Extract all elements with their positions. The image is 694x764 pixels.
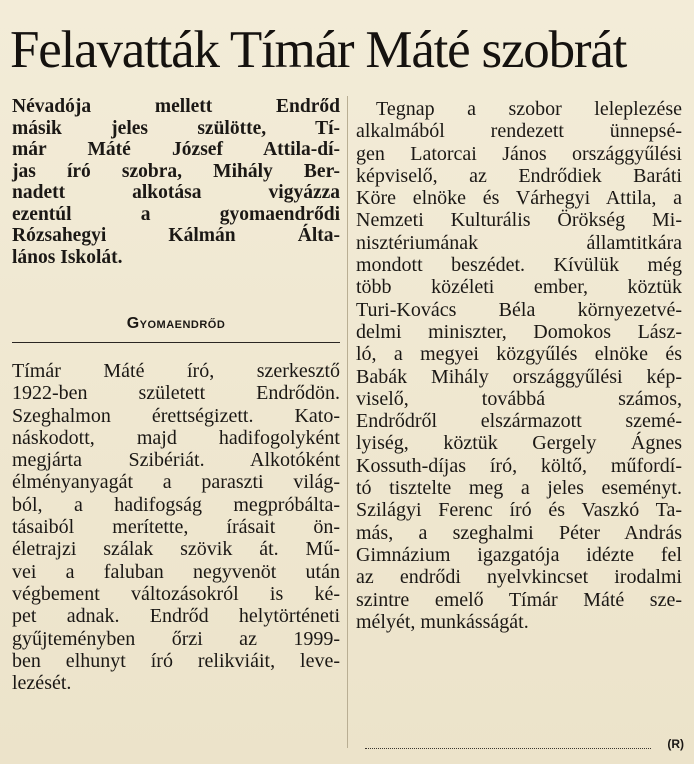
body-left-column: [12, 360, 340, 694]
body-line: lezését.: [12, 672, 72, 695]
body-line: ben elhunyt író relikviáit, leve-: [12, 649, 340, 672]
body-line: nisztériumának államtitkára: [356, 231, 682, 254]
body-line: vei a faluban negyvenöt után: [12, 560, 340, 583]
body-right-column: [356, 98, 682, 633]
body-line: náskodott, majd hadifogolyként: [12, 426, 340, 449]
body-line: Szeghalmon érettségizett. Kato-: [12, 404, 340, 427]
body-line: mélyét, munkásságát.: [356, 610, 529, 633]
dateline-block: [12, 313, 340, 345]
body-line: Nemzeti Kulturális Örökség Mi-: [356, 209, 682, 232]
body-line: delmi miniszter, Domokos Lász-: [356, 320, 682, 343]
body-line: gen Latorcai János országgyűlési: [356, 142, 682, 165]
lead-line: Névadója mellett Endrőd: [12, 96, 340, 117]
body-line: Gimnázium igazgatója idézte fel: [356, 543, 682, 566]
lead-line: jas író szobra, Mihály Ber-: [12, 160, 340, 182]
lead-paragraph: [12, 96, 340, 268]
lead-line: már Máté József Attila-dí-: [12, 139, 340, 160]
body-line: Endrődről elszármazott szemé-: [356, 410, 682, 433]
body-line: végbement változásokról is ké-: [12, 582, 340, 605]
author-signature: (R): [667, 737, 684, 751]
body-line: Kossuth-díjas író, költő, műfordí-: [356, 454, 682, 477]
body-line: képviselő, az Endrődiek Baráti: [356, 164, 682, 187]
body-line: más, a szeghalmi Péter András: [356, 521, 682, 544]
body-line: gyűjteményben őrzi az 1999-: [12, 627, 340, 650]
body-line: megjárta Szibériát. Alkotóként: [12, 449, 340, 472]
body-line: ból, a hadifogság megpróbálta-: [12, 493, 340, 516]
body-line: több közéleti ember, köztük: [356, 276, 682, 299]
body-line: lyiség, köztük Gergely Ágnes: [356, 432, 682, 455]
body-line: pet adnak. Endrőd helytörténeti: [12, 605, 340, 628]
body-line: az endrődi nyelvkincset irodalmi: [356, 566, 682, 589]
lead-line: ezentúl a gyomaendrődi: [12, 203, 340, 225]
signature-rule: [365, 748, 651, 749]
body-line: szintre emelő Tímár Máté sze-: [356, 588, 682, 611]
body-line: tó tisztelte meg a jeles eseményt.: [356, 477, 682, 500]
body-line: viselő, továbbá számos,: [356, 387, 682, 410]
body-line: Turi-Kovács Béla környezetvé-: [356, 298, 682, 321]
column-divider: [347, 96, 348, 748]
body-line: Tímár Máté író, szerkesztő: [12, 360, 340, 382]
dateline: Gyomaendrőd: [126, 315, 226, 332]
lead-line: nadett alkotása vigyázza: [12, 182, 340, 203]
body-line: Tegnap a szobor leleplezése: [376, 98, 682, 120]
body-line: mondott beszédet. Kívülük még: [356, 254, 682, 277]
dateline-rule: [12, 342, 340, 343]
body-line: Köre elnöke és Várhegyi Attila, a: [356, 187, 682, 210]
body-line: ló, a megyei közgyűlés elnöke és: [356, 343, 682, 366]
body-line: Szilágyi Ferenc író és Vaszkó Ta-: [356, 499, 682, 522]
body-line: 1922-ben született Endrődön.: [12, 382, 340, 405]
body-line: alkalmából rendezett ünnepsé-: [356, 120, 682, 143]
body-line: élményanyagát a paraszti világ-: [12, 471, 340, 494]
lead-line: másik jeles szülötte, Tí-: [12, 117, 340, 139]
body-line: Babák Mihály országgyűlési kép-: [356, 365, 682, 388]
headline: Felavatták Tímár Máté szobrát: [10, 21, 627, 79]
body-line: életrajzi szálak szövik át. Mű-: [12, 538, 340, 561]
lead-line: Rózsahegyi Kálmán Álta-: [12, 225, 340, 246]
lead-line: lános Iskolát.: [12, 246, 123, 268]
body-line: tásaiból merítette, írásait ön-: [12, 516, 340, 539]
